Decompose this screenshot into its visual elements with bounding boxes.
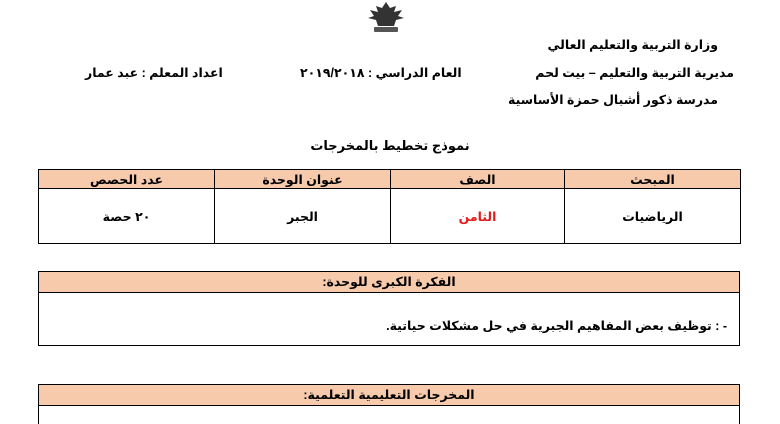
header-subject: المبحث xyxy=(565,170,741,189)
header-grade: الصف xyxy=(391,170,565,189)
header-lesson-count: عدد الحصص xyxy=(39,170,215,189)
ministry-name: وزارة التربية والتعليم العالي xyxy=(547,38,718,52)
form-title: نموذج تخطيط بالمخرجات xyxy=(310,138,470,153)
header-unit-title: عنوان الوحدة xyxy=(215,170,391,189)
teacher-name: اعداد المعلم : عبد عمار xyxy=(85,66,223,80)
cell-lesson-count: ٢٠ حصة xyxy=(39,189,215,244)
cell-unit-title: الجبر xyxy=(215,189,391,244)
outcomes-section xyxy=(38,384,740,424)
outcomes-heading: المخرجات التعليمية التعلمية: xyxy=(39,385,739,406)
big-idea-heading: الفكرة الكبرى للوحدة: xyxy=(39,272,739,293)
directorate-name: مديرية التربية والتعليم – بيت لحم xyxy=(535,66,734,80)
cell-grade: الثامن xyxy=(391,189,565,244)
academic-year: العام الدراسي : ٢٠١٩/٢٠١٨ xyxy=(300,66,462,80)
big-idea-section xyxy=(38,271,740,346)
unit-info-table xyxy=(38,169,741,244)
school-name: مدرسة ذكور أشبال حمزة الأساسية xyxy=(508,93,718,107)
cell-subject: الرياضيات xyxy=(565,189,741,244)
eagle-emblem-icon xyxy=(358,0,414,34)
big-idea-text: - : توظيف بعض المفاهيم الجبرية في حل مشكلات حياتية. xyxy=(386,319,727,333)
table-header-row xyxy=(39,170,741,189)
table-row xyxy=(39,189,741,244)
